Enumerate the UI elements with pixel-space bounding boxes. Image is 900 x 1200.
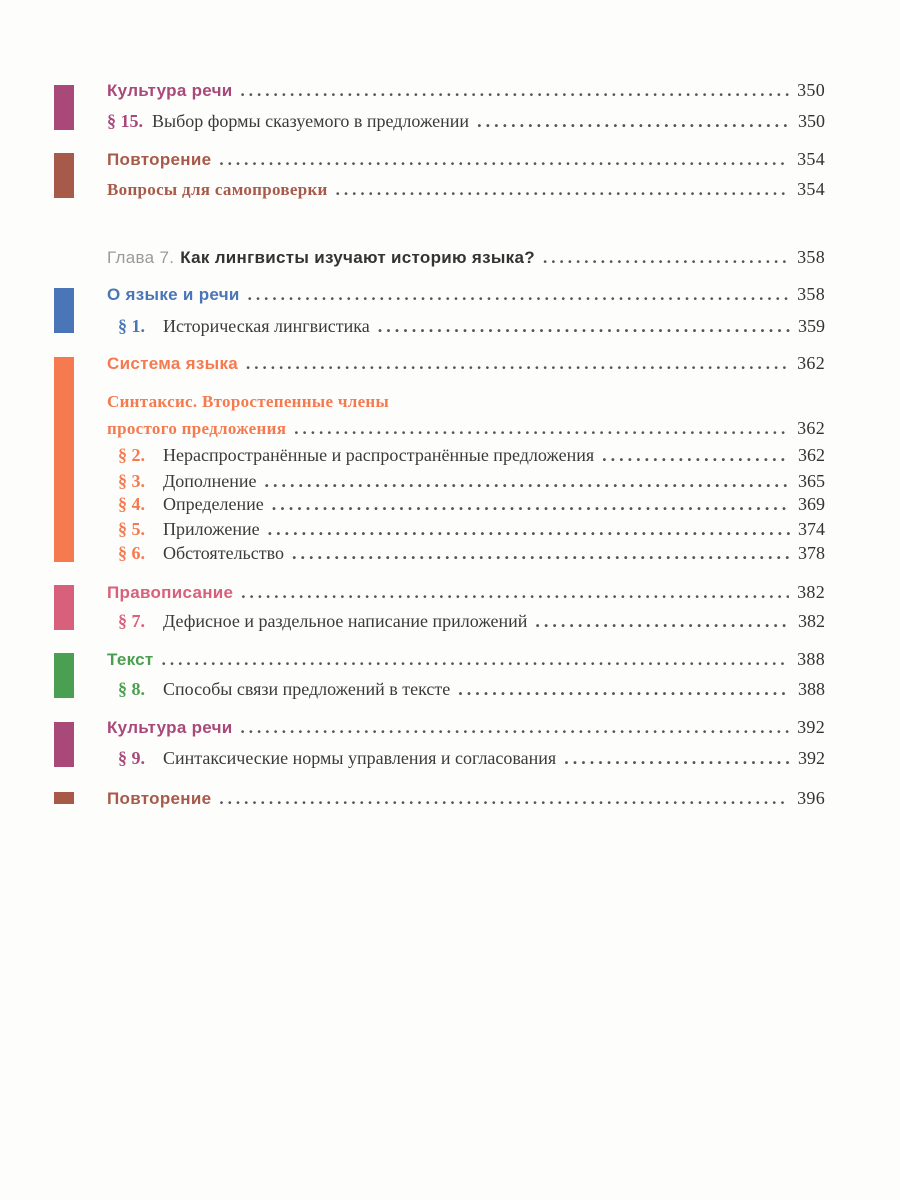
dot-leader	[564, 747, 790, 769]
dot-leader	[535, 610, 790, 632]
page-number: 365	[798, 471, 825, 491]
page-number: 382	[797, 582, 825, 602]
toc-entry[interactable]	[118, 315, 825, 337]
toc-entry[interactable]	[118, 444, 825, 466]
toc-entry[interactable]	[107, 581, 825, 603]
toc-entry[interactable]	[107, 79, 825, 101]
dot-leader	[378, 315, 790, 337]
page-number: 358	[797, 284, 825, 304]
page-number: 392	[798, 748, 825, 768]
dot-leader	[477, 110, 790, 132]
entry-title: Дополнение	[163, 471, 257, 491]
section-color-marker	[54, 357, 74, 562]
entry-title: Синтаксис. Второстепенные члены	[107, 392, 390, 411]
toc-entry[interactable]	[118, 610, 825, 632]
dot-leader	[241, 582, 789, 604]
dot-leader	[246, 353, 789, 375]
dot-leader	[219, 788, 789, 810]
toc-entry[interactable]	[118, 518, 825, 540]
entry-title: Способы связи предложений в тексте	[163, 679, 451, 699]
dot-leader	[268, 518, 790, 540]
page-number: 350	[798, 111, 825, 131]
page-number: 354	[797, 179, 825, 199]
section-color-marker	[54, 85, 74, 130]
page-number: 374	[798, 519, 825, 539]
dot-leader	[543, 247, 789, 269]
dot-leader	[265, 470, 790, 492]
toc-entry[interactable]	[107, 352, 825, 374]
toc-entry[interactable]	[107, 246, 825, 268]
entry-title: Историческая лингвистика	[163, 316, 370, 336]
paragraph-number: § 6.	[118, 543, 145, 563]
dot-leader	[248, 284, 789, 306]
entry-title: Система языка	[107, 354, 239, 373]
dot-leader	[602, 444, 790, 466]
page-number: 388	[798, 679, 825, 699]
entry-title: Нераспространённые и распространённые предложения	[163, 445, 595, 465]
chapter-number: Глава 7.	[107, 248, 175, 267]
paragraph-number: § 2.	[118, 445, 145, 465]
toc-entry[interactable]	[107, 648, 825, 670]
paragraph-number: § 9.	[118, 748, 145, 768]
dot-leader	[241, 717, 790, 739]
entry-title: Обстоятельство	[163, 543, 284, 563]
entry-title: Дефисное и раздельное написание приложений	[163, 611, 528, 631]
entry-title: Текст	[107, 650, 154, 669]
page-number: 358	[797, 247, 825, 267]
toc-entry[interactable]	[107, 283, 825, 305]
paragraph-number: § 3.	[118, 471, 145, 491]
toc-entry[interactable]	[118, 470, 825, 492]
section-color-marker	[54, 153, 74, 198]
dot-leader	[272, 493, 790, 515]
entry-title: Повторение	[107, 150, 212, 169]
entry-title: Синтаксические нормы управления и согласования	[163, 748, 557, 768]
page-number: 396	[797, 788, 825, 808]
entry-title: Вопросы для самопроверки	[107, 180, 328, 199]
section-color-marker	[54, 653, 74, 698]
dot-leader	[294, 418, 789, 440]
dot-leader	[336, 179, 789, 201]
entry-title: Культура речи	[107, 718, 233, 737]
entry-title: Правописание	[107, 583, 234, 602]
dot-leader	[162, 649, 790, 671]
entry-title: Приложение	[163, 519, 260, 539]
dot-leader	[458, 678, 790, 700]
page-number: 378	[798, 543, 825, 563]
toc-entry[interactable]	[118, 542, 825, 564]
toc-entry[interactable]	[107, 148, 825, 170]
entry-title: Определение	[163, 494, 264, 514]
page-number: 359	[798, 316, 825, 336]
toc-entry[interactable]	[107, 716, 825, 738]
entry-title: простого предложения	[107, 419, 287, 438]
toc-entry[interactable]	[107, 417, 825, 439]
toc-entry[interactable]	[118, 678, 825, 700]
paragraph-number: § 7.	[118, 611, 145, 631]
paragraph-number: § 5.	[118, 519, 145, 539]
toc-entry[interactable]	[118, 747, 825, 769]
section-color-marker	[54, 722, 74, 767]
entry-title: Выбор формы сказуемого в предложении	[152, 111, 470, 131]
entry-title: О языке и речи	[107, 285, 240, 304]
dot-leader	[292, 542, 790, 564]
page-number: 362	[797, 418, 825, 438]
paragraph-number: § 15.	[107, 111, 143, 131]
section-color-marker	[54, 585, 74, 630]
toc-entry[interactable]	[118, 493, 825, 515]
paragraph-number: § 1.	[118, 316, 145, 336]
toc-entry[interactable]	[107, 391, 825, 413]
entry-title: Повторение	[107, 789, 212, 808]
page-number: 354	[797, 149, 825, 169]
entry-title: Культура речи	[107, 81, 233, 100]
page-number: 392	[797, 717, 825, 737]
page-number: 362	[797, 353, 825, 373]
page-number: 362	[798, 445, 825, 465]
page-number: 382	[798, 611, 825, 631]
paragraph-number: § 8.	[118, 679, 145, 699]
page-number: 350	[797, 80, 825, 100]
chapter-title: Как лингвисты изучают историю языка?	[180, 248, 535, 267]
toc-entry[interactable]	[107, 110, 825, 132]
dot-leader	[219, 149, 789, 171]
toc-entry[interactable]	[107, 178, 825, 200]
page-number: 369	[798, 494, 825, 514]
page-number: 388	[797, 649, 825, 669]
paragraph-number: § 4.	[118, 494, 145, 514]
dot-leader	[241, 80, 790, 102]
section-color-marker	[54, 792, 74, 804]
section-color-marker	[54, 288, 74, 333]
toc-entry[interactable]	[107, 787, 825, 809]
